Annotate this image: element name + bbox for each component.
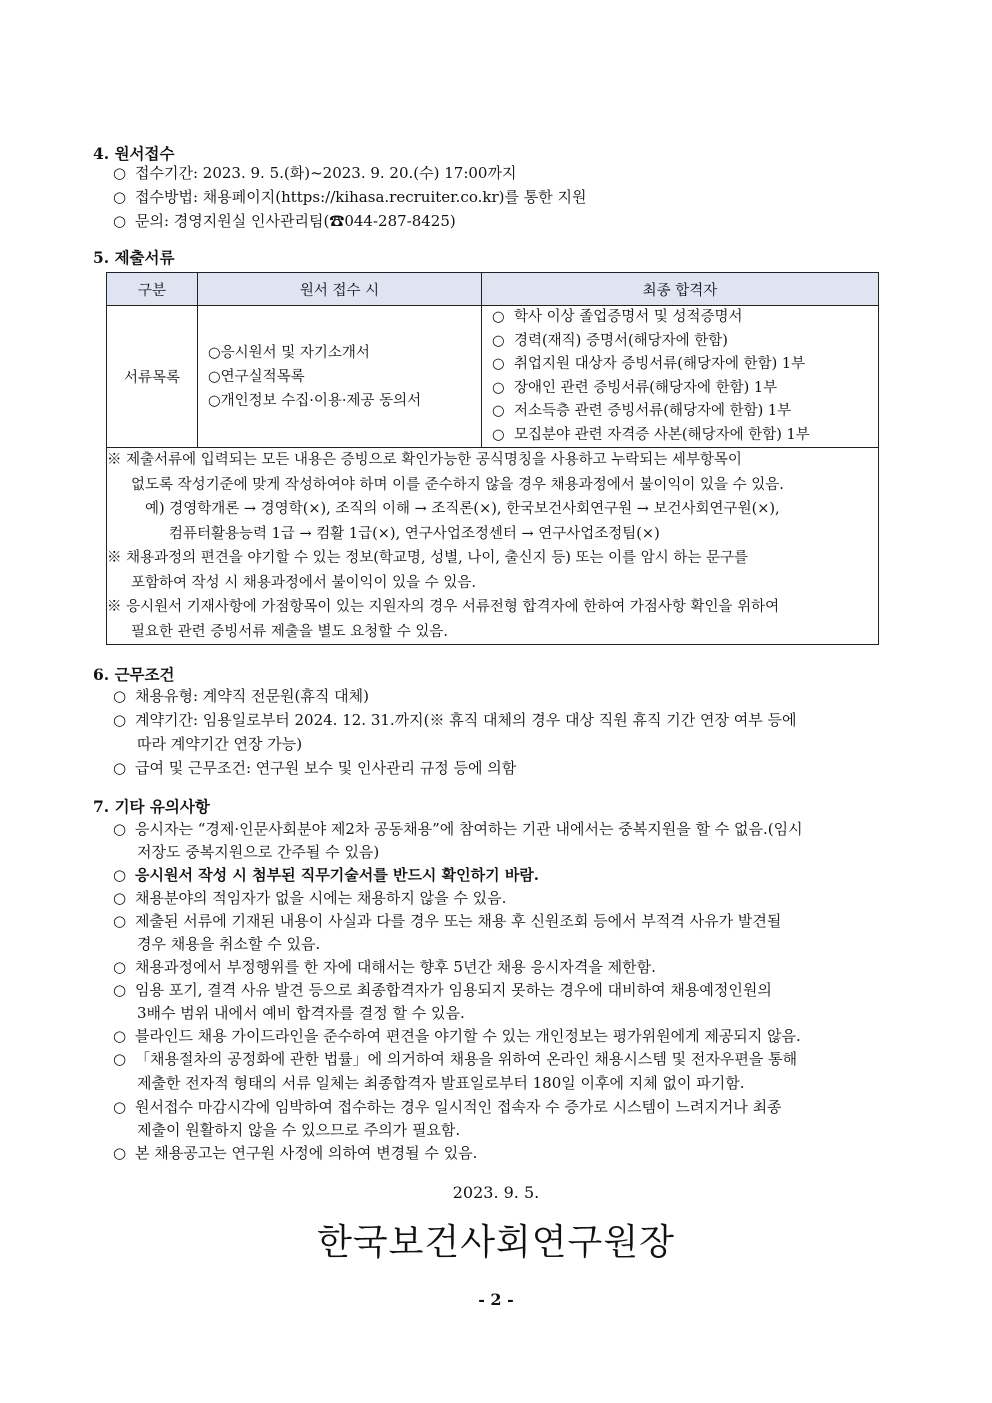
final-item: ○ 취업지원 대상자 증빙서류(해당자에 한함) 1부 xyxy=(482,353,878,377)
documents-table xyxy=(106,272,879,645)
s7-item: ○ 임용 포기, 결격 사유 발견 등으로 최종합격자가 임용되지 못하는 경우에 대비하여 채용예정인원의 xyxy=(113,978,772,1002)
apply-item: ○연구실적목록 xyxy=(208,368,305,385)
note-example: 컴퓨터활용능력 1급 → 컴활 1급(×), 연구사업조정센터 → 연구사업조정팀(×) xyxy=(169,525,660,542)
apply-item: ○개인정보 수집·이용·제공 동의서 xyxy=(208,392,422,409)
bullet-icon: ○ xyxy=(113,164,127,182)
header-category: 구분 xyxy=(107,273,198,306)
final-item: ○ 모집분야 관련 자격증 사본(해당자에 한함) 1부 xyxy=(482,424,878,448)
bullet-icon: ○ xyxy=(113,687,127,705)
section-5-title: 5. 제출서류 xyxy=(93,248,175,267)
s6-item-term: ○ 계약기간: 임용일로부터 2024. 12. 31.까지(※ 휴직 대체의 경우 대상 직원 휴직 기간 연장 여부 등에 xyxy=(113,708,796,732)
bullet-icon: ○ xyxy=(492,426,505,443)
row-label: 서류목록 xyxy=(107,306,198,448)
bullet-icon: ○ xyxy=(113,188,127,206)
s7-item-cont: 경우 채용을 취소할 수 있음. xyxy=(137,935,321,953)
bullet-icon: ○ xyxy=(113,1027,127,1045)
organization-signature: 한국보건사회연구원장 xyxy=(317,1222,675,1263)
s7-item: ○ 본 채용공고는 연구원 사정에 의하여 변경될 수 있음. xyxy=(113,1141,477,1165)
s4-item-period: ○ 접수기간: 2023. 9. 5.(화)~2023. 9. 20.(수) 17:00까지 xyxy=(113,161,516,185)
page-number: - 2 - xyxy=(478,1290,514,1309)
apply-docs-cell xyxy=(198,306,482,448)
bullet-icon: ○ xyxy=(113,889,127,907)
s7-item: ○ 제출된 서류에 기재된 내용이 사실과 다를 경우 또는 채용 후 신원조회 등에서 부적격 사유가 발견될 xyxy=(113,909,781,933)
bullet-icon: ○ xyxy=(492,309,505,325)
bullet-icon: ○ xyxy=(492,356,505,372)
table-notes xyxy=(107,448,879,645)
bullet-icon: ○ xyxy=(113,1050,127,1068)
final-item: ○ 경력(재직) 증명서(해당자에 한함) xyxy=(482,330,878,354)
note-line: ※ 응시원서 기재사항에 가점항목이 있는 지원자의 경우 서류전형 합격자에 한하여 가점사항 확인을 위하여 xyxy=(107,599,780,615)
s7-item-important: ○ 응시원서 작성 시 첨부된 직무기술서를 반드시 확인하기 바람. xyxy=(113,863,539,887)
note-line: 포함하여 작성 시 채용과정에서 불이익이 있을 수 있음. xyxy=(131,574,477,591)
s7-item-cont: 3배수 범위 내에서 예비 합격자를 결정 할 수 있음. xyxy=(137,1004,465,1022)
final-item: ○ 저소득층 관련 증빙서류(해당자에 한함) 1부 xyxy=(482,400,878,424)
s4-item-method: ○ 접수방법: 채용페이지(https://kihasa.recruiter.co.kr)를 통한 지원 xyxy=(113,185,586,209)
final-item: ○ 장애인 관련 증빙서류(해당자에 한함) 1부 xyxy=(482,377,878,401)
section-4-title: 4. 원서접수 xyxy=(93,144,175,163)
bullet-icon: ○ xyxy=(113,1144,127,1162)
bullet-icon: ○ xyxy=(113,912,127,930)
note-example: 예) 경영학개론 → 경영학(×), 조직의 이해 → 조직론(×), 한국보건사회연구원 → 보건사회연구원(×), xyxy=(145,501,780,517)
bullet-icon: ○ xyxy=(492,403,505,419)
s6-item-pay: ○ 급여 및 근무조건: 연구원 보수 및 인사관리 규정 등에 의함 xyxy=(113,756,516,780)
s7-item: ○ 응시자는 “경제·인문사회분야 제2차 공동채용”에 참여하는 기관 내에서는 중복지원을 할 수 없음.(임시 xyxy=(113,817,803,841)
s4-item-contact: ○ 문의: 경영지원실 인사관리팀(☎044-287-8425) xyxy=(113,209,456,233)
bullet-icon: ○ xyxy=(113,981,127,999)
bullet-icon: ○ xyxy=(113,820,127,838)
bullet-icon: ○ xyxy=(113,212,127,230)
s7-item-cont: 저장도 중복지원으로 간주될 수 있음) xyxy=(137,843,380,861)
s7-item: ○ 채용분야의 적임자가 없을 시에는 채용하지 않을 수 있음. xyxy=(113,886,506,910)
final-docs-cell xyxy=(482,306,879,448)
s7-item: ○ 「채용절차의 공정화에 관한 법률」에 의거하여 채용을 위하여 온라인 채용시스템 및 전자우편을 통해 xyxy=(113,1047,797,1071)
s6-item-type: ○ 채용유형: 계약직 전문원(휴직 대체) xyxy=(113,684,369,708)
note-line: ※ 제출서류에 입력되는 모든 내용은 증빙으로 확인가능한 공식명칭을 사용하고 누락되는 세부항목이 xyxy=(107,452,742,468)
bullet-icon: ○ xyxy=(113,866,127,884)
bullet-icon: ○ xyxy=(492,332,505,349)
s7-item: ○ 원서접수 마감시각에 임박하여 접수하는 경우 일시적인 접속자 수 증가로 시스템이 느려지거나 최종 xyxy=(113,1095,782,1119)
section-7-title: 7. 기타 유의사항 xyxy=(93,797,210,816)
note-line: 필요한 관련 증빙서류 제출을 별도 요청할 수 있음. xyxy=(131,623,449,640)
header-apply: 원서 접수 시 xyxy=(198,273,482,306)
s7-item: ○ 채용과정에서 부정행위를 한 자에 대해서는 향후 5년간 채용 응시자격을 제한함. xyxy=(113,955,656,979)
apply-item: ○응시원서 및 자기소개서 xyxy=(208,344,370,361)
header-final: 최종 합격자 xyxy=(482,273,879,306)
bullet-icon: ○ xyxy=(113,759,127,777)
s7-item-cont: 제출한 전자적 형태의 서류 일체는 최종합격자 발표일로부터 180일 이후에 지체 없이 파기함. xyxy=(137,1074,745,1092)
note-line: 없도록 작성기준에 맞게 작성하여야 하며 이를 준수하지 않을 경우 채용과정에서 불이익이 있을 수 있음. xyxy=(131,476,784,493)
bullet-icon: ○ xyxy=(492,379,505,396)
bullet-icon: ○ xyxy=(113,711,127,729)
bullet-icon: ○ xyxy=(113,958,127,976)
s6-item-term-cont: 따라 계약기간 연장 가능) xyxy=(137,735,303,753)
announcement-date: 2023. 9. 5. xyxy=(452,1183,540,1202)
section-6-title: 6. 근무조건 xyxy=(93,665,175,684)
final-item: ○ 학사 이상 졸업증명서 및 성적증명서 xyxy=(482,306,878,330)
bullet-icon: ○ xyxy=(113,1098,127,1116)
s7-item-cont: 제출이 원활하지 않을 수 있으므로 주의가 필요함. xyxy=(137,1121,461,1139)
s7-item: ○ 블라인드 채용 가이드라인을 준수하여 편견을 야기할 수 있는 개인정보는 평가위원에게 제공되지 않음. xyxy=(113,1024,801,1048)
note-line: ※ 채용과정의 편견을 야기할 수 있는 정보(학교명, 성별, 나이, 출신지 등) 또는 이를 암시 하는 문구를 xyxy=(107,550,749,566)
